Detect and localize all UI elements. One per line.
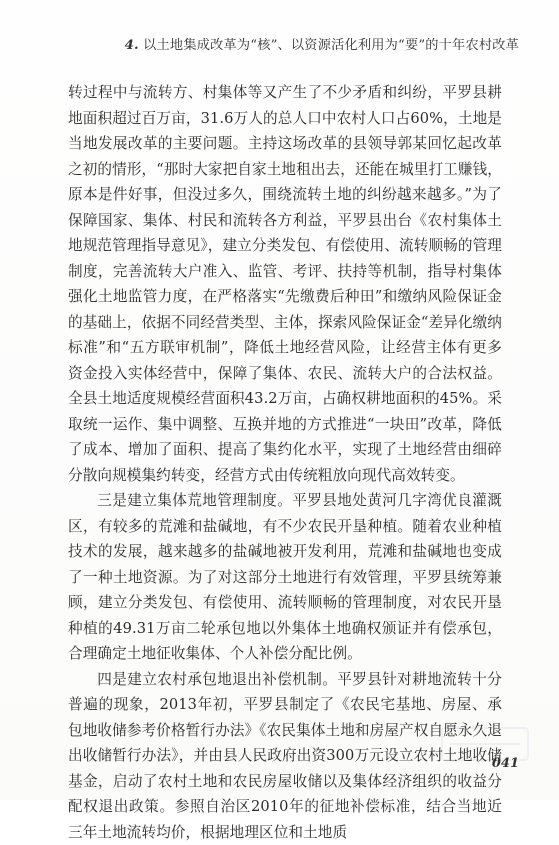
running-header [120,34,519,53]
paragraph-wasteland-system: 三是建立集体荒地管理制度。平罗县地处黄河几字湾优良灌溉区，有较多的荒滩和盐碱地，有不少农民开垦种植。随着农业种植技术的发展，越来越多的盐碱地被开发利用，荒滩和盐碱地也变成了一种土地资源。为了对这部分土地进行有效管理，平罗县统筹兼顾，建立分类发包、有偿使用、流转顺畅的管理制度，对农民开垦种植的49.31万亩二轮承包地以外集体土地确权颁证并有偿承包，合理确定土地征收集体、个人补偿分配比例。 [68,488,502,667]
paragraph-continued: 转过程中与流转方、村集体等又产生了不少矛盾和纠纷，平罗县耕地面积超过百万亩，31.6万人的总人口中农村人口占60%，土地是当地发展改革的主要问题。主持这场改革的县领导郭某回忆起改革之初的情形，“那时大家把自家土地租出去，还能在城里打工赚钱，原本是件好事，但没过多久，围绕流转土地的纠纷越来越多。”为了保障国家、集体、村民和流转各方利益，平罗县出台《农村集体土地规范管理指导意见》，建立分类发包、有偿使用、流转顺畅的管理制度，完善流转大户准入、监管、考评、扶持等机制，指导村集体强化土地监管力度，在严格落实“先缴费后种田”和缴纳风险保证金的基础上，依据不同经营类型、主体，探索风险保证金“差异化缴纳标准”和“五方联审机制”，降低土地经营风险，让经营主体有更多资金投入实体经营中，保障了集体、农民、流转大户的合法权益。全县土地适度规模经营面积43.2万亩，占确权耕地面积的45%。采取统一运作、集中调整、互换并地的方式推进“一块田”改革，降低了成本、增加了面积、提高了集约化水平，实现了土地经营由细碎分散向规模集约转变，经营方式由传统粗放向现代高效转变。 [68,80,502,488]
page-number: 041 [492,756,519,771]
body-text [68,80,502,845]
chapter-title: 以土地集成改革为“核”、以资源活化利用为“要”的十年农村改革 [139,38,519,53]
paragraph-exit-compensation: 四是建立农村承包地退出补偿机制。平罗县针对耕地流转十分普遍的现象，2013年初，平罗县制定了《农民宅基地、房屋、承包地收储参考价格暂行办法》《农民集体土地和房屋产权自愿永久退出收储暂行办法》，并由县人民政府出资300万元设立农村土地收储基金，启动了农村土地和农民房屋收储以及集体经济组织的收益分配权退出政策。参照自治区2010年的征地补偿标准，结合当地近三年土地流转均价，根据地理区位和土地质 [68,667,502,845]
chapter-number: 4. [125,38,139,53]
